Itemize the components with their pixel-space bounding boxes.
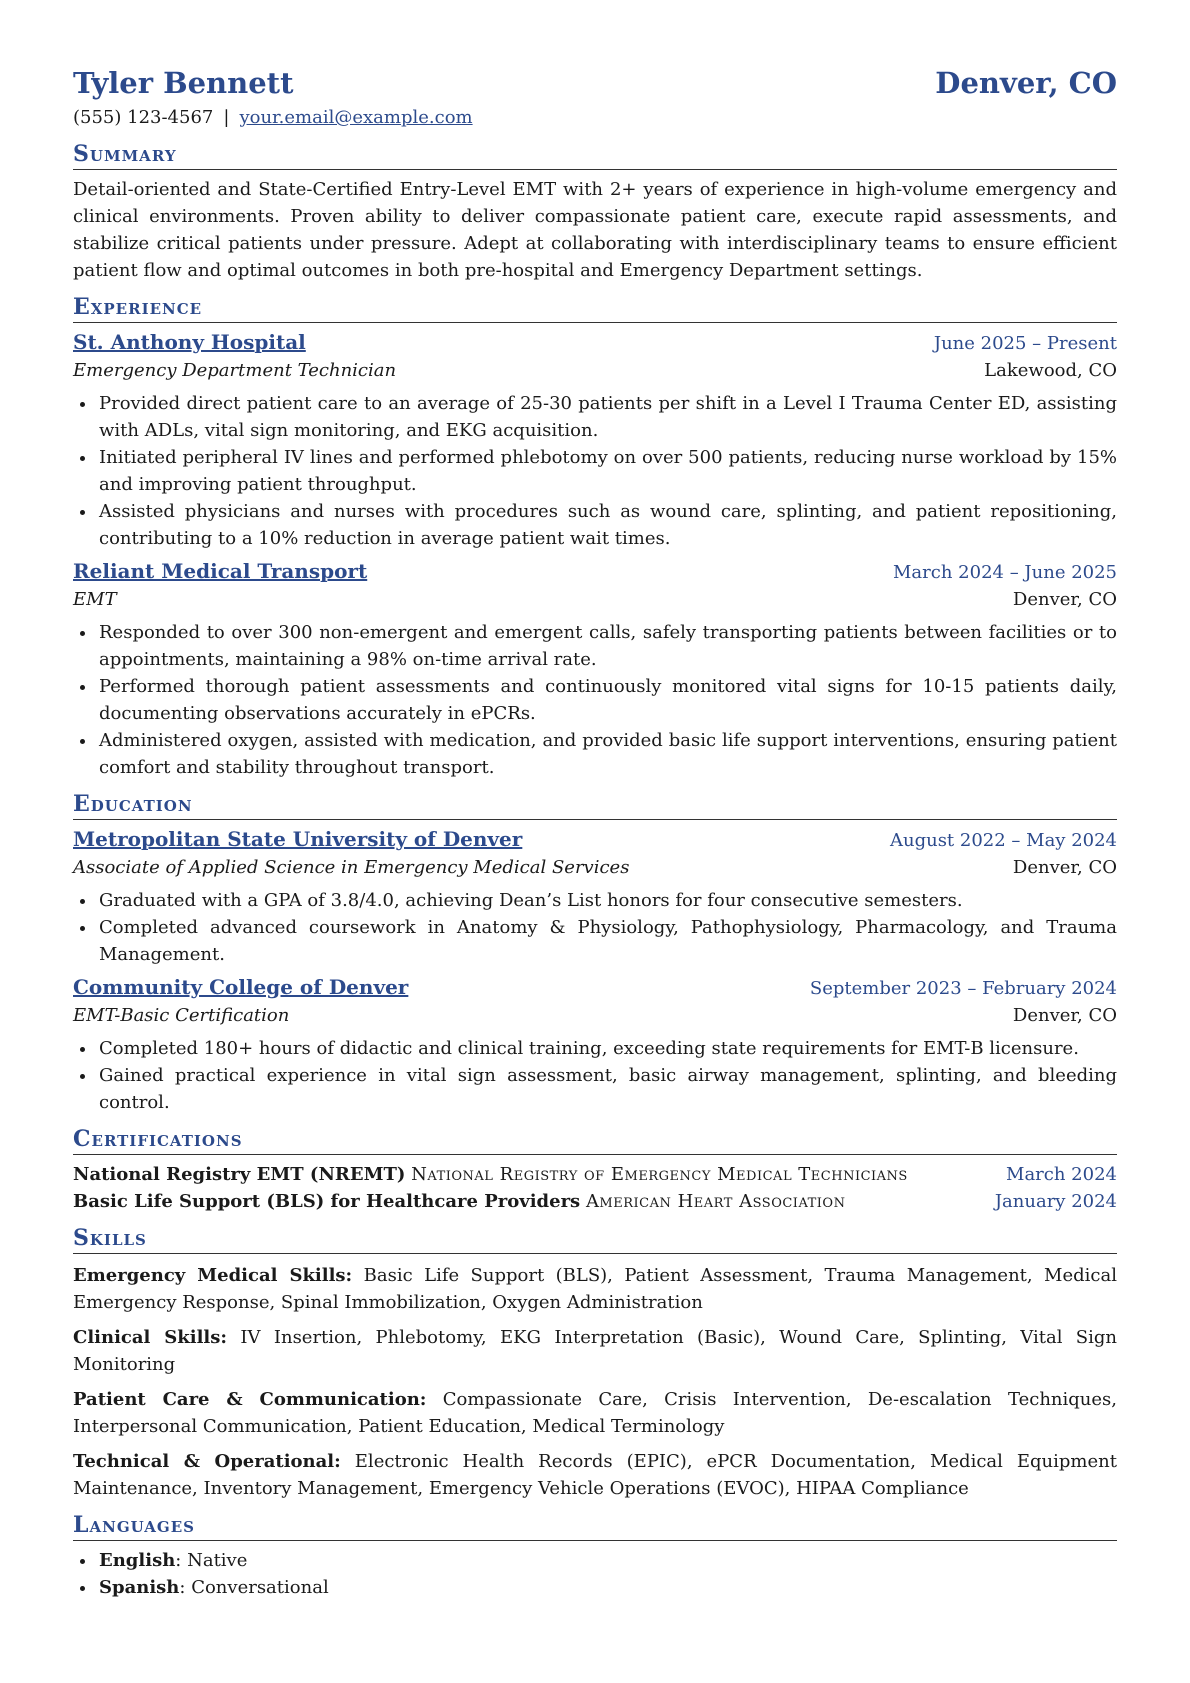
skill-group (73, 1448, 1117, 1502)
bullet-item: • Gained practical experience in vital sign assessment, basic airway management, splinting, and bleeding control. (97, 1062, 1117, 1116)
skill-group (73, 1262, 1117, 1316)
education-entry (73, 824, 1117, 968)
language-level: : Native (175, 1550, 248, 1571)
skill-category: Clinical Skills: (73, 1327, 228, 1348)
education-entry (73, 972, 1117, 1116)
certification-list (73, 1161, 1117, 1215)
certification-issuer: National Registry of Emergency Medical Technicians (411, 1164, 908, 1185)
candidate-name: Tyler Bennett (73, 66, 294, 100)
skill-list: Electronic Health Records (EPIC), ePCR Documentation, Medical Equipment Maintenance, Inventory Management, Emergency Vehicle Operations (EVOC), HIPAA Compliance (73, 1451, 1117, 1499)
bullet-item: • Responded to over 300 non-emergent and emergent calls, safely transporting patients between facilities or to appointments, maintaining a 98% on-time arrival rate. (97, 619, 1117, 673)
skill-group (73, 1386, 1117, 1440)
degree-title: Associate of Applied Science in Emergency Medical Services (73, 857, 630, 878)
bullet-item: • Performed thorough patient assessments and continuously monitored vital signs for 10-15 patients daily, documenting observations accurately in ePCRs. (97, 673, 1117, 727)
entry-date: September 2023 – February 2024 (809, 978, 1117, 999)
skill-category: Patient Care & Communication: (73, 1389, 427, 1410)
phone-number: (555) 123-4567 (73, 107, 214, 128)
entry-location: Denver, CO (1012, 857, 1117, 878)
bullet-list (73, 887, 1117, 968)
section-title-summary: Summary (73, 139, 1117, 170)
certification-date: March 2024 (1006, 1164, 1117, 1185)
skill-list: Compassionate Care, Crisis Intervention, De-escalation Techniques, Interpersonal Communication, Patient Education, Medical Terminology (73, 1389, 1117, 1437)
bullet-list (73, 390, 1117, 552)
section-title-education: Education (73, 789, 1117, 820)
entry-date: March 2024 – June 2025 (893, 562, 1117, 583)
language-level: : Conversational (179, 1577, 329, 1598)
language-item (97, 1547, 1117, 1574)
contact-separator: | (223, 107, 230, 128)
job-title: EMT (73, 589, 117, 610)
degree-title: EMT-Basic Certification (73, 1005, 290, 1026)
school-link[interactable]: Community College of Denver (73, 975, 409, 999)
contact-line (73, 104, 1117, 131)
entry-location: Denver, CO (1012, 589, 1117, 610)
skill-list: Basic Life Support (BLS), Patient Assessment, Trauma Management, Medical Emergency Response, Spinal Immobilization, Oxygen Administration (73, 1265, 1117, 1313)
section-title-languages: Languages (73, 1510, 1117, 1541)
bullet-item: • Graduated with a GPA of 3.8/4.0, achieving Dean’s List honors for four consecutive semesters. (97, 887, 1117, 914)
bullet-item: • Completed 180+ hours of didactic and clinical training, exceeding state requirements for EMT-B licensure. (97, 1035, 1117, 1062)
entry-location: Lakewood, CO (984, 360, 1117, 381)
bullet-item: • Assisted physicians and nurses with procedures such as wound care, splinting, and patient repositioning, contributing to a 10% reduction in average patient wait times. (97, 498, 1117, 552)
employer-link[interactable]: St. Anthony Hospital (73, 330, 306, 354)
skill-category: Technical & Operational: (73, 1451, 341, 1472)
certification-item (73, 1188, 1117, 1215)
section-title-experience: Experience (73, 292, 1117, 323)
language-name: English (99, 1550, 176, 1571)
certification-issuer: American Heart Association (585, 1191, 846, 1212)
language-list (73, 1547, 1117, 1601)
experience-entry (73, 327, 1117, 552)
email-link[interactable]: your.email@example.com (239, 107, 473, 128)
summary-text: Detail-oriented and State-Certified Entry-Level EMT with 2+ years of experience in high-volume emergency and clinical environments. Proven ability to deliver compassionate patient care, execute rapid assessments, and stabilize critical patients under pressure. Adept at collaborating with interdisciplinary teams to ensure efficient patient flow and optimal outcomes in both pre-hospital and Emergency Department settings. (73, 179, 1117, 281)
school-link[interactable]: Metropolitan State University of Denver (73, 827, 523, 851)
entry-location: Denver, CO (1012, 1005, 1117, 1026)
bullet-item: • Provided direct patient care to an average of 25-30 patients per shift in a Level I Trauma Center ED, assisting with ADLs, vital sign monitoring, and EKG acquisition. (97, 390, 1117, 444)
bullet-item: • Initiated peripheral IV lines and performed phlebotomy on over 500 patients, reducing nurse workload by 15% and improving patient throughput. (97, 444, 1117, 498)
skill-category: Emergency Medical Skills: (73, 1265, 353, 1286)
entry-date: June 2025 – Present (933, 333, 1117, 354)
bullet-item: • Administered oxygen, assisted with medication, and provided basic life support interventions, ensuring patient comfort and stability throughout transport. (97, 727, 1117, 781)
certification-date: January 2024 (994, 1191, 1117, 1212)
certification-item (73, 1161, 1117, 1188)
bullet-list (73, 619, 1117, 781)
language-item (97, 1574, 1117, 1601)
skill-group (73, 1324, 1117, 1378)
job-title: Emergency Department Technician (73, 360, 397, 381)
entry-date: August 2022 – May 2024 (889, 830, 1117, 851)
bullet-item: • Completed advanced coursework in Anatomy & Physiology, Pathophysiology, Pharmacology, and Trauma Management. (97, 914, 1117, 968)
experience-entry (73, 556, 1117, 781)
employer-link[interactable]: Reliant Medical Transport (73, 559, 368, 583)
certification-name: National Registry EMT (NREMT) (73, 1164, 406, 1185)
bullet-list (73, 1035, 1117, 1116)
section-title-skills: Skills (73, 1223, 1117, 1254)
skill-list: IV Insertion, Phlebotomy, EKG Interpretation (Basic), Wound Care, Splinting, Vital Sign Monitoring (73, 1327, 1118, 1375)
resume-header (73, 58, 1117, 108)
candidate-location: Denver, CO (935, 66, 1117, 100)
language-name: Spanish (99, 1577, 180, 1598)
section-title-certifications: Certifications (73, 1124, 1117, 1155)
certification-name: Basic Life Support (BLS) for Healthcare Providers (73, 1191, 581, 1212)
